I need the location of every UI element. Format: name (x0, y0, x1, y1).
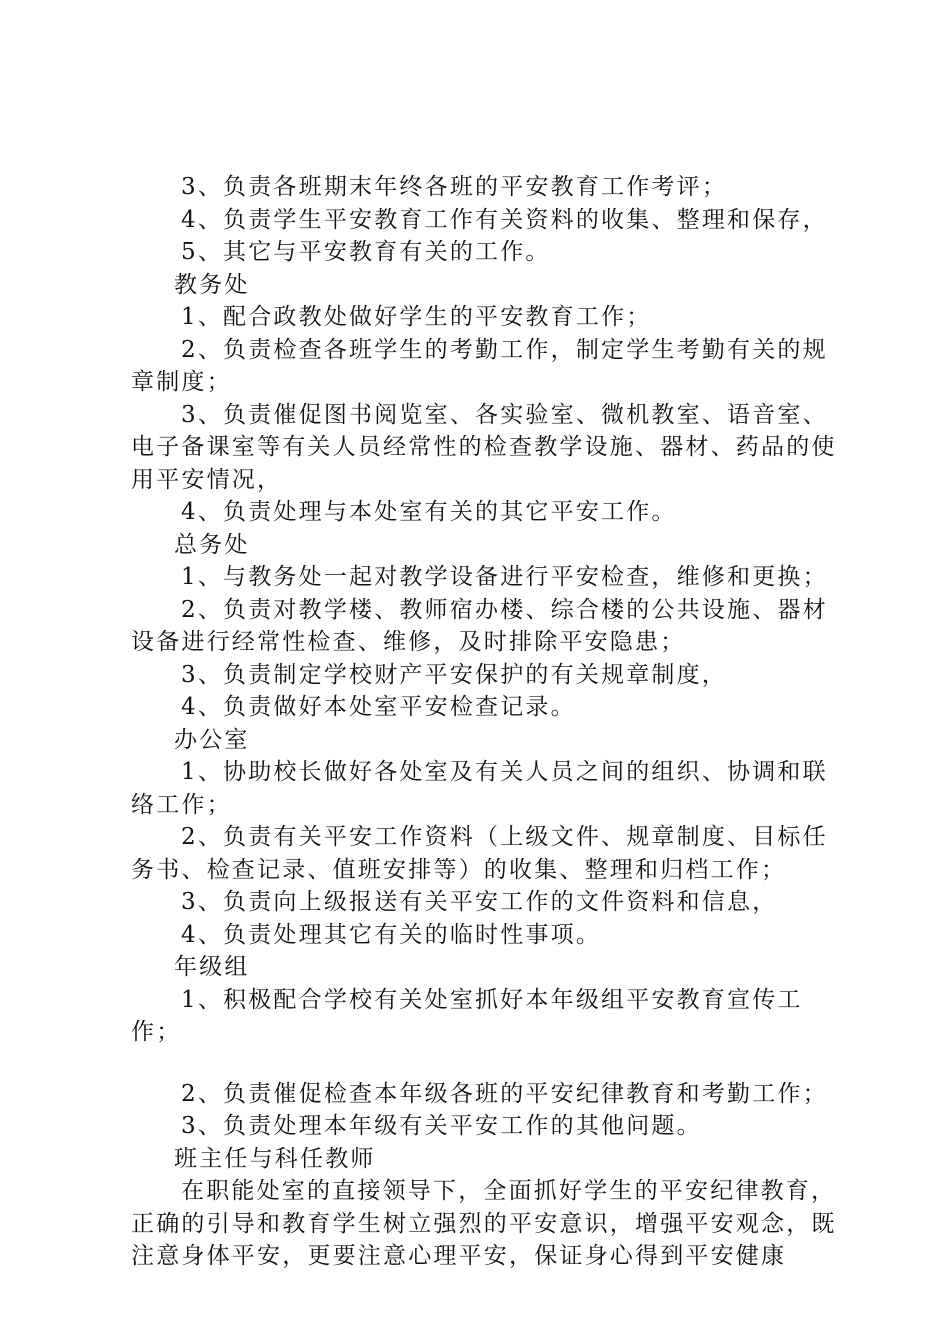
section-heading: 年级组 (174, 954, 250, 980)
section-heading: 总务处 (174, 531, 250, 558)
paragraph: 2、负责催促检查本年级各班的平安纪律教育和考勤工作； (181, 1080, 828, 1107)
paragraph: 3、负责催促图书阅览室、各实验室、微机教室、语音室、电子备课室等有关人员经常性的检查教学设施、器材、药品的使用平安情况， (131, 401, 837, 493)
paragraph: 3、负责处理本年级有关平安工作的其他问题。 (181, 1113, 702, 1139)
paragraph: 1、配合政教处做好学生的平安教育工作； (181, 304, 652, 330)
paragraph: 1、积极配合学校有关处室抓好本年级组平安教育宣传工作； (131, 986, 803, 1045)
paragraph: 4、负责处理其它有关的临时性事项。 (181, 921, 602, 948)
paragraph: 1、与教务处一起对教学设备进行平安检查，维修和更换； (181, 564, 828, 590)
paragraph: 3、负责向上级报送有关平安工作的文件资料和信息， (181, 889, 778, 915)
section-heading: 办公室 (174, 726, 250, 753)
section-heading: 教务处 (174, 271, 250, 298)
paragraph: 1、协助校长做好各处室及有关人员之间的组织、协调和联络工作； (131, 759, 828, 818)
paragraph: 3、负责制定学校财产平安保护的有关规章制度， (181, 661, 728, 688)
paragraph-spacer (131, 1049, 841, 1078)
paragraph: 在职能处室的直接领导下，全面抓好学生的平安纪律教育，正确的引导和教育学生树立强烈的平安意识，增强平安观念，既注意身体平安，更要注意心理平安，保证身心得到平安健康 (131, 1178, 837, 1269)
paragraph: 4、负责做好本处室平安检查记录。 (181, 694, 576, 720)
paragraph: 3、负责各班期末年终各班的平安教育工作考评； (181, 174, 728, 200)
paragraph: 2、负责对教学楼、教师宿办楼、综合楼的公共设施、器材设备进行经常性检查、维修，及时排除平安隐患； (131, 596, 828, 655)
paragraph: 4、负责学生平安教育工作有关资料的收集、整理和保存， (181, 206, 828, 233)
paragraph: 5、其它与平安教育有关的工作。 (181, 239, 551, 265)
paragraph: 4、负责处理与本处室有关的其它平安工作。 (181, 499, 677, 525)
document-body (131, 171, 841, 1273)
section-heading: 班主任与科任教师 (174, 1145, 376, 1172)
paragraph: 2、负责有关平安工作资料（上级文件、规章制度、目标任务书、检查记录、值班安排等）的收集、整理和归档工作； (131, 824, 828, 883)
paragraph: 2、负责检查各班学生的考勤工作，制定学生考勤有关的规章制度； (131, 336, 828, 395)
